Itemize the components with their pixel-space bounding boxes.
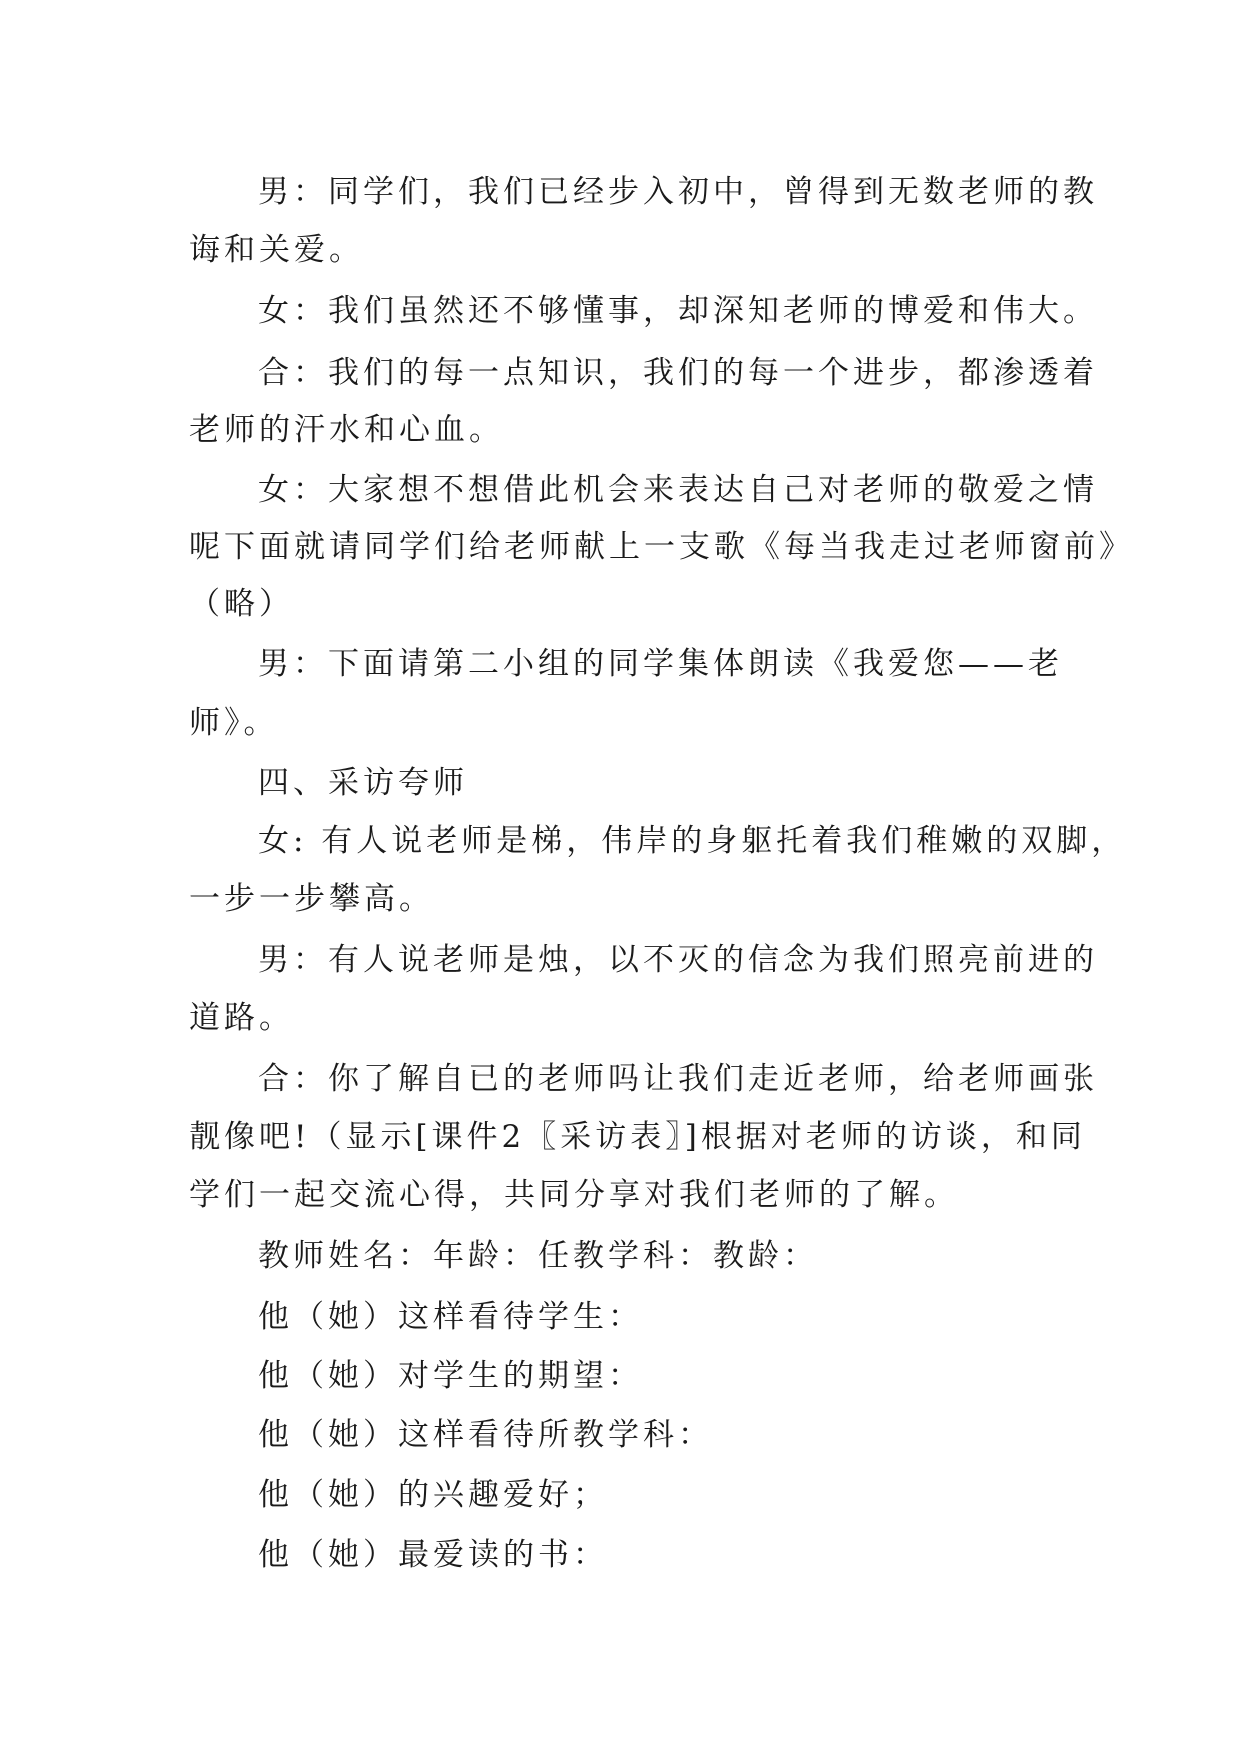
text-line: 诲和关爱。 xyxy=(189,232,364,268)
text-line: 他（她）对学生的期望： xyxy=(258,1358,643,1394)
text-line: 道路。 xyxy=(189,1000,294,1036)
text-line: 师》。 xyxy=(189,705,279,741)
text-line: 他（她）的兴趣爱好； xyxy=(258,1477,608,1513)
text-line: （略） xyxy=(189,586,294,622)
text-line: 合：我们的每一点知识，我们的每一个进步，都渗透着 xyxy=(258,355,1098,391)
section-heading: 四、采访夸师 xyxy=(258,765,468,801)
text-line: 学们一起交流心得，共同分享对我们老师的了解。 xyxy=(189,1177,959,1213)
text-line: 女：大家想不想借此机会来表达自己对老师的敬爱之情 xyxy=(258,472,1098,508)
text-line: 男：下面请第二小组的同学集体朗读《我爱您——老 xyxy=(258,646,1063,682)
text-line: 男：同学们，我们已经步入初中，曾得到无数老师的教 xyxy=(258,174,1098,210)
text-line: 教师姓名：年龄：任教学科：教龄： xyxy=(258,1238,818,1274)
text-line: 一步一步攀高。 xyxy=(189,881,434,917)
text-line: 靓像吧!（显示[课件2〖采访表〗]根据对老师的访谈，和同 xyxy=(189,1119,1086,1155)
text-line: 老师的汗水和心血。 xyxy=(189,412,504,448)
text-line: 男：有人说老师是烛，以不灭的信念为我们照亮前进的 xyxy=(258,942,1098,978)
text-line: 女: 有人说老师是梯，伟岸的身躯托着我们稚嫩的双脚， xyxy=(258,823,1127,859)
text-line: 合：你了解自已的老师吗让我们走近老师，给老师画张 xyxy=(258,1061,1098,1097)
text-line: 他（她）最爱读的书： xyxy=(258,1537,608,1573)
text-line: 他（她）这样看待学生： xyxy=(258,1299,643,1335)
text-line: 他（她）这样看待所教学科： xyxy=(258,1417,713,1453)
text-line: 女：我们虽然还不够懂事，却深知老师的博爱和伟大。 xyxy=(258,293,1098,329)
text-line: 呢下面就请同学们给老师献上一支歌《每当我走过老师窗前》 xyxy=(189,529,1134,565)
